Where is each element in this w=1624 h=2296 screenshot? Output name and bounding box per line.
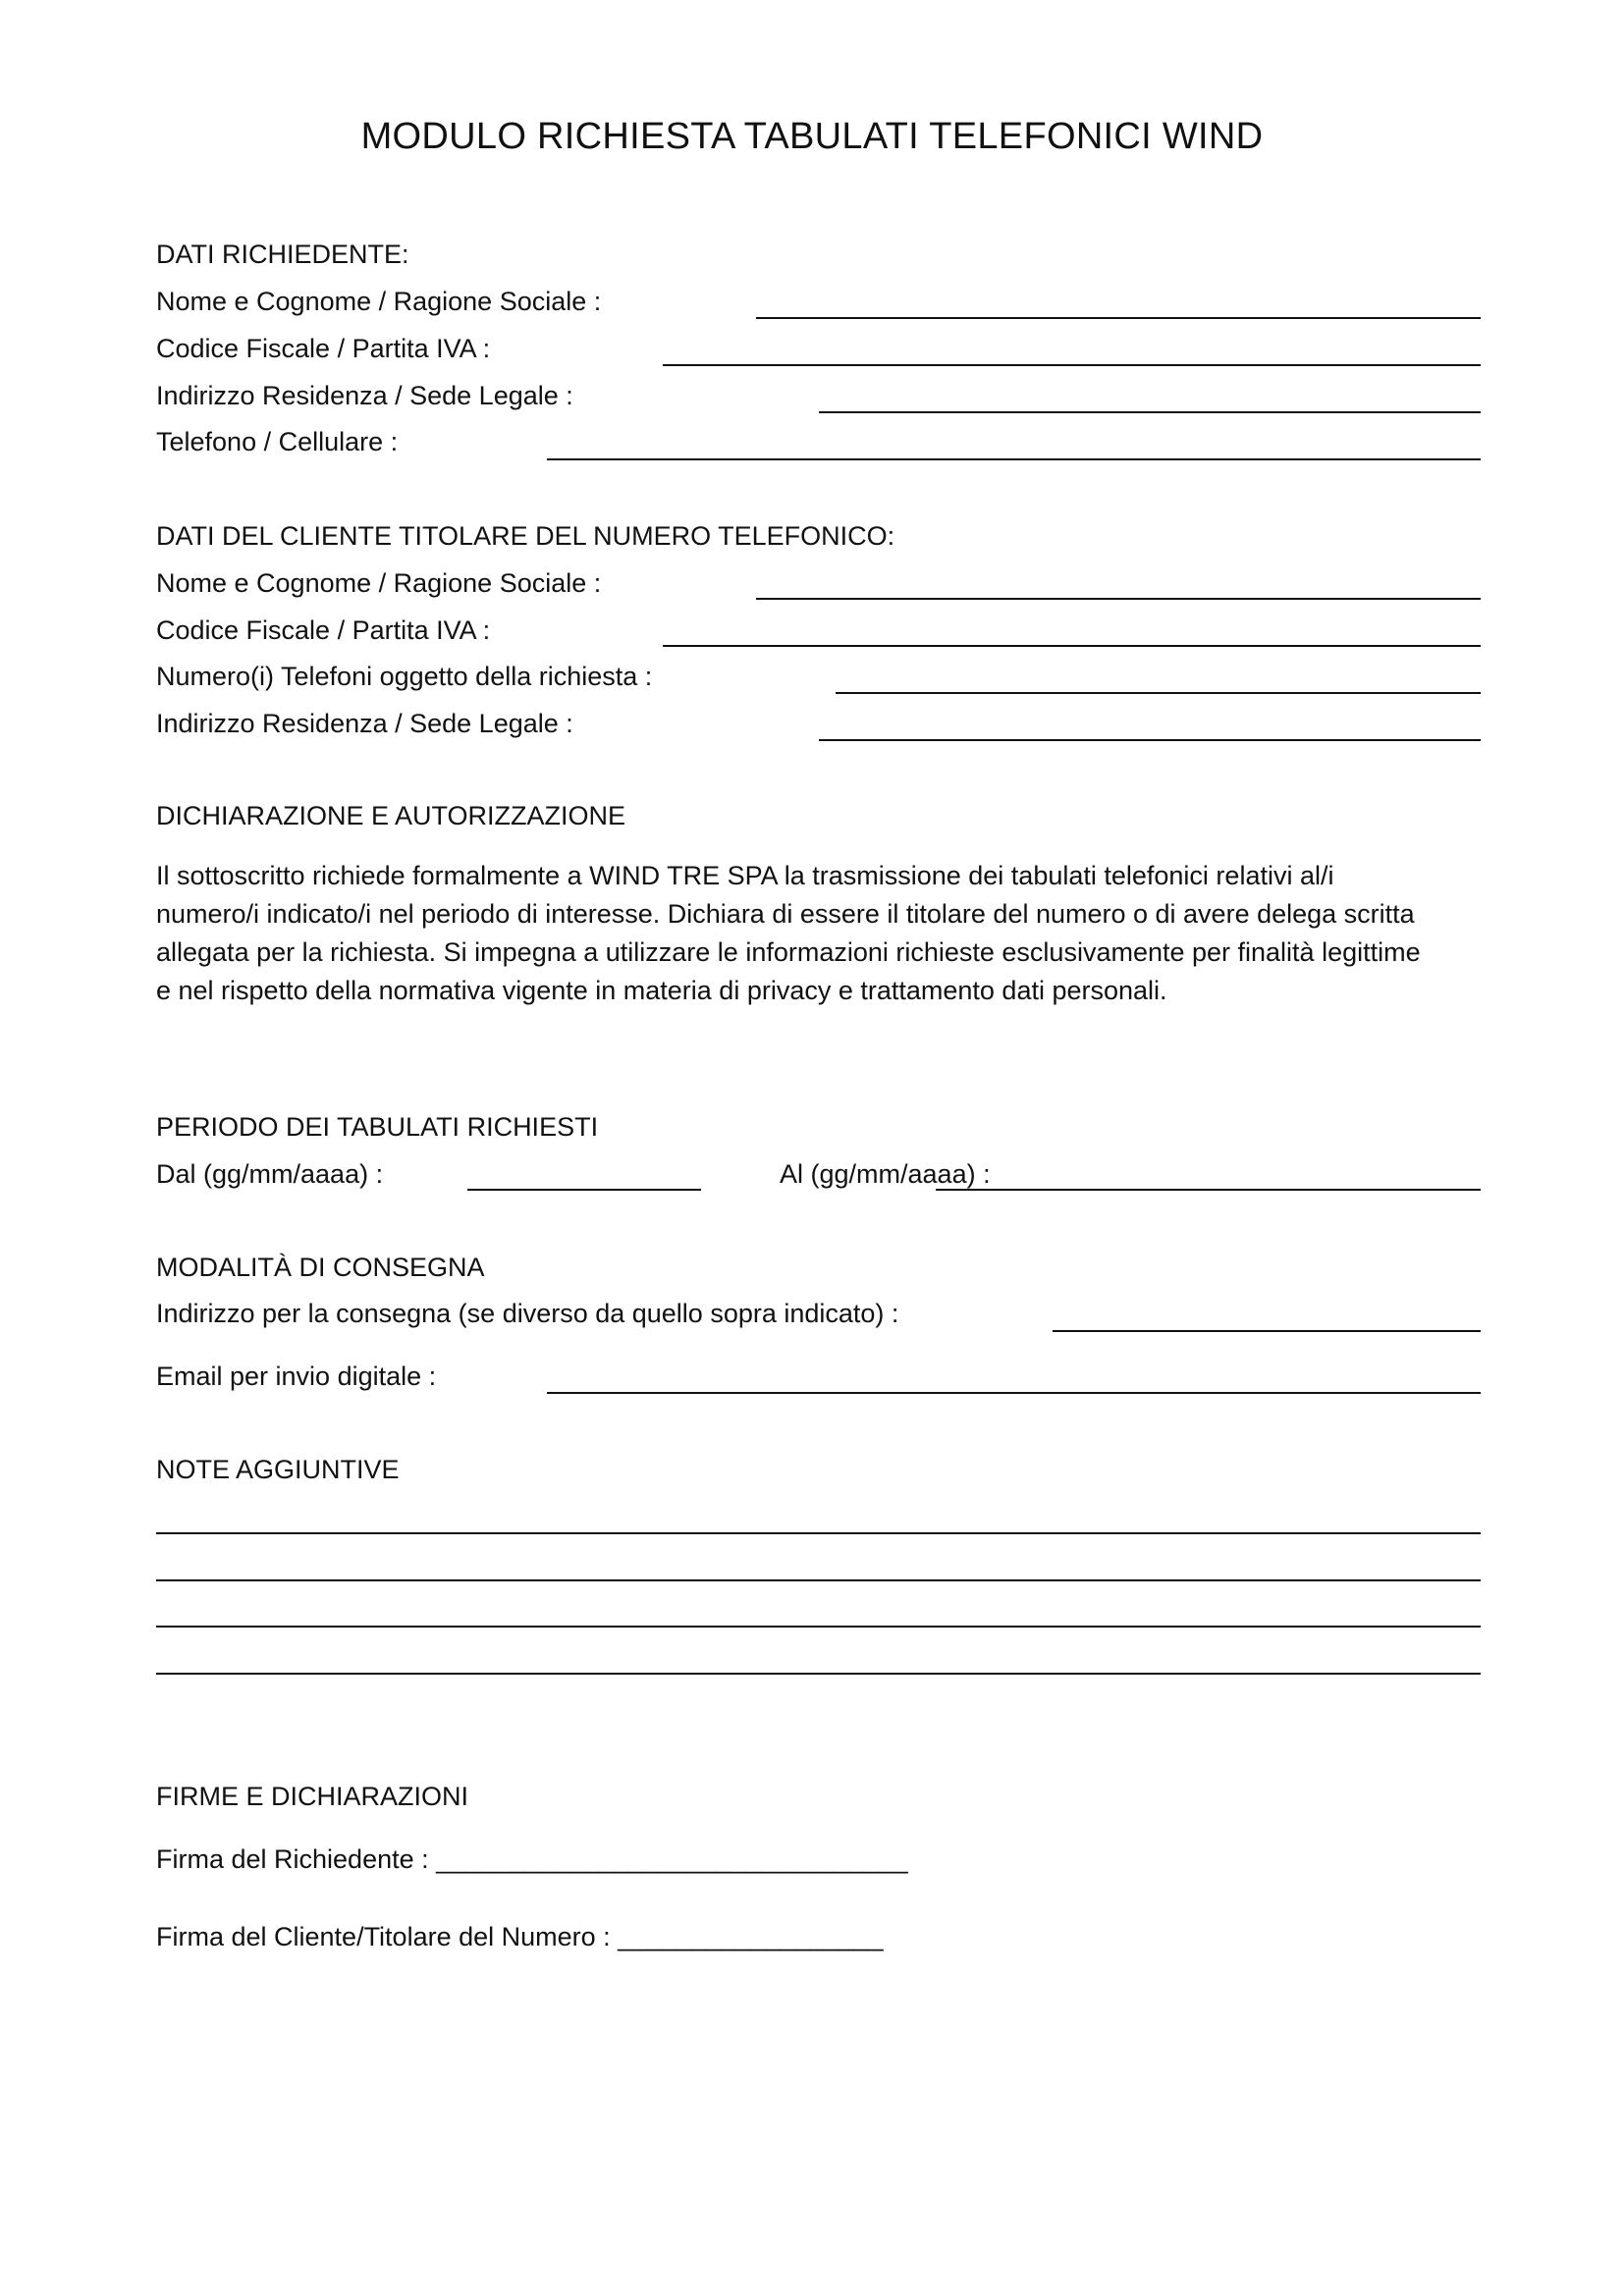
applicant-tax-field[interactable] xyxy=(663,364,1481,366)
delivery-email-label: Email per invio digitale : xyxy=(156,1362,437,1391)
notes-line[interactable] xyxy=(156,1579,1481,1581)
notes-line[interactable] xyxy=(156,1532,1481,1534)
delivery-address-label: Indirizzo per la consegna (se diverso da quello sopra indicato) : xyxy=(156,1299,899,1328)
applicant-address-label: Indirizzo Residenza / Sede Legale : xyxy=(156,381,573,410)
period-to-field[interactable] xyxy=(936,1189,1481,1191)
client-numbers-field[interactable] xyxy=(836,692,1481,694)
period-from-label: Dal (gg/mm/aaaa) : xyxy=(156,1159,384,1189)
period-to-label: Al (gg/mm/aaaa) : xyxy=(780,1159,991,1189)
client-address-label: Indirizzo Residenza / Sede Legale : xyxy=(156,709,573,738)
period-heading: PERIODO DEI TABULATI RICHIESTI xyxy=(156,1112,599,1142)
delivery-email-field[interactable] xyxy=(547,1392,1481,1394)
period-from-field[interactable] xyxy=(467,1189,701,1191)
declaration-line: numero/i indicato/i nel periodo di interesse. Dichiara di essere il titolare del numero o di avere delega scritta xyxy=(156,899,1415,929)
client-name-field[interactable] xyxy=(756,598,1481,600)
applicant-address-field[interactable] xyxy=(819,411,1481,413)
client-signature-field[interactable]: Firma del Cliente/Titolare del Numero : __________________ xyxy=(156,1922,884,1951)
delivery-address-field[interactable] xyxy=(1053,1330,1481,1332)
applicant-phone-label: Telefono / Cellulare : xyxy=(156,427,399,456)
client-address-field[interactable] xyxy=(819,739,1481,741)
applicant-phone-field[interactable] xyxy=(547,458,1481,460)
client-tax-label: Codice Fiscale / Partita IVA : xyxy=(156,615,491,645)
client-name-label: Nome e Cognome / Ragione Sociale : xyxy=(156,568,602,598)
applicant-name-label: Nome e Cognome / Ragione Sociale : xyxy=(156,287,602,316)
applicant-signature-field[interactable]: Firma del Richiedente : ________________________________ xyxy=(156,1844,908,1874)
declaration-heading: DICHIARAZIONE E AUTORIZZAZIONE xyxy=(156,801,626,830)
declaration-line: Il sottoscritto richiede formalmente a WIND TRE SPA la trasmissione dei tabulati telefonici relativi al/i xyxy=(156,861,1334,890)
applicant-name-field[interactable] xyxy=(756,317,1481,319)
form-title: MODULO RICHIESTA TABULATI TELEFONICI WIND xyxy=(360,116,1264,157)
declaration-line: e nel rispetto della normativa vigente in materia di privacy e trattamento dati personali. xyxy=(156,976,1167,1005)
delivery-heading: MODALITÀ DI CONSEGNA xyxy=(156,1253,485,1282)
applicant-tax-label: Codice Fiscale / Partita IVA : xyxy=(156,334,491,363)
declaration-line: allegata per la richiesta. Si impegna a utilizzare le informazioni richieste esclusivamente per finalità legittime xyxy=(156,937,1421,967)
declaration-text xyxy=(156,857,1482,1010)
client-tax-field[interactable] xyxy=(663,645,1481,647)
signatures-heading: FIRME E DICHIARAZIONI xyxy=(156,1782,469,1811)
notes-heading: NOTE AGGIUNTIVE xyxy=(156,1455,400,1484)
client-heading: DATI DEL CLIENTE TITOLARE DEL NUMERO TELEFONICO: xyxy=(156,521,895,551)
client-numbers-label: Numero(i) Telefoni oggetto della richiesta : xyxy=(156,662,653,691)
applicant-heading: DATI RICHIEDENTE: xyxy=(156,240,409,269)
notes-line[interactable] xyxy=(156,1626,1481,1628)
notes-line[interactable] xyxy=(156,1673,1481,1675)
